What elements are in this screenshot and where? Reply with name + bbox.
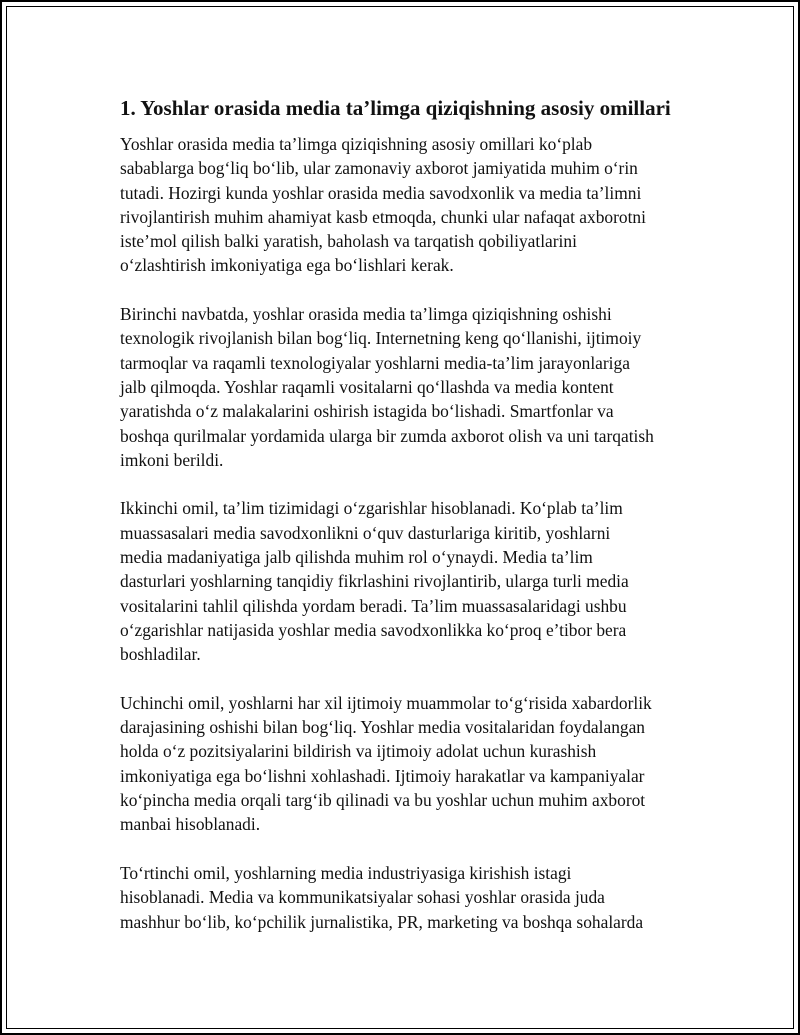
paragraph-line: boshladilar. — [120, 644, 201, 665]
document-body — [120, 93, 700, 958]
paragraph-line: ko‘pincha media orqali targ‘ib qilinadi va bu yoshlar uchun muhim axborot — [120, 790, 646, 811]
section-heading: 1. Yoshlar orasida media ta’limga qiziqishning asosiy omillari — [120, 96, 671, 120]
paragraph-2 — [120, 302, 700, 472]
paragraph-line: o‘zgarishlar natijasida yoshlar media savodxonlikka ko‘proq e’tibor bera — [120, 619, 627, 640]
paragraph-line: sabablarga bog‘liq bo‘lib, ular zamonaviy axborot jamiyatida muhim o‘rin — [120, 158, 638, 179]
paragraph-line: imkoniyatiga ega bo‘lishni xohlashadi. Ijtimoiy harakatlar va kampaniyalar — [120, 765, 645, 786]
paragraph-line: yaratishda o‘z malakalarini oshirish istagida bo‘lishadi. Smartfonlar va — [120, 401, 614, 422]
paragraph-line: iste’mol qilish balki yaratish, baholash va tarqatish qobiliyatlarini — [120, 231, 577, 252]
paragraph-line: hisoblanadi. Media va kommunikatsiyalar sohasi yoshlar orasida juda — [120, 887, 605, 908]
paragraph-line: Ikkinchi omil, ta’lim tizimidagi o‘zgarishlar hisoblanadi. Ko‘plab ta’lim — [120, 498, 623, 519]
paragraph-line: manbai hisoblanadi. — [120, 814, 261, 835]
paragraph-line: o‘zlashtirish imkoniyatiga ega bo‘lishlari kerak. — [120, 255, 454, 276]
paragraph-line: Birinchi navbatda, yoshlar orasida media ta’limga qiziqishning oshishi — [120, 304, 612, 325]
paragraph-line: jalb qilmoqda. Yoshlar raqamli vositalarni qo‘llashda va media kontent — [120, 376, 614, 397]
paragraph-line: media madaniyatiga jalb qilishda muhim rol o‘ynaydi. Media ta’lim — [120, 547, 593, 568]
paragraph-line: boshqa qurilmalar yordamida ularga bir zumda axborot olish va uni tarqatish — [120, 425, 654, 446]
paragraph-5 — [120, 861, 700, 934]
paragraph-line: holda o‘z pozitsiyalarini bildirish va ijtimoiy adolat uchun kurashish — [120, 741, 597, 762]
paragraph-line: texnologik rivojlanish bilan bog‘liq. Internetning keng qo‘llanishi, ijtimoiy — [120, 328, 642, 349]
paragraph-line: To‘rtinchi omil, yoshlarning media industriyasiga kirishish istagi — [120, 862, 572, 883]
paragraph-line: imkoni berildi. — [120, 449, 224, 470]
paragraph-line: tutadi. Hozirgi kunda yoshlar orasida media savodxonlik va media ta’limni — [120, 182, 642, 203]
paragraph-line: muassasalari media savodxonlikni o‘quv dasturlariga kiritib, yoshlarni — [120, 522, 611, 543]
paragraph-line: dasturlari yoshlarning tanqidiy fikrlashini rivojlantirib, ularga turli media — [120, 571, 629, 592]
paragraph-line: darajasining oshishi bilan bog‘liq. Yoshlar media vositalaridan foydalangan — [120, 717, 646, 738]
paragraph-line: Yoshlar orasida media ta’limga qiziqishning asosiy omillari ko‘plab — [120, 134, 593, 154]
paragraph-line: tarmoqlar va raqamli texnologiyalar yoshlarni media-ta’lim jarayonlariga — [120, 352, 630, 373]
paragraph-1 — [120, 132, 700, 278]
paragraphs-container — [120, 132, 700, 934]
paragraph-line: Uchinchi omil, yoshlarni har xil ijtimoiy muammolar to‘g‘risida xabardorlik — [120, 692, 652, 713]
paragraph-3 — [120, 496, 700, 666]
paragraph-line: vositalarini tahlil qilishda yordam beradi. Ta’lim muassasalaridagi ushbu — [120, 595, 627, 616]
paragraph-line: mashhur bo‘lib, ko‘pchilik jurnalistika, PR, marketing va boshqa sohalarda — [120, 911, 644, 932]
paragraph-4 — [120, 691, 700, 837]
paragraph-line: rivojlantirish muhim ahamiyat kasb etmoqda, chunki ular nafaqat axborotni — [120, 206, 646, 227]
